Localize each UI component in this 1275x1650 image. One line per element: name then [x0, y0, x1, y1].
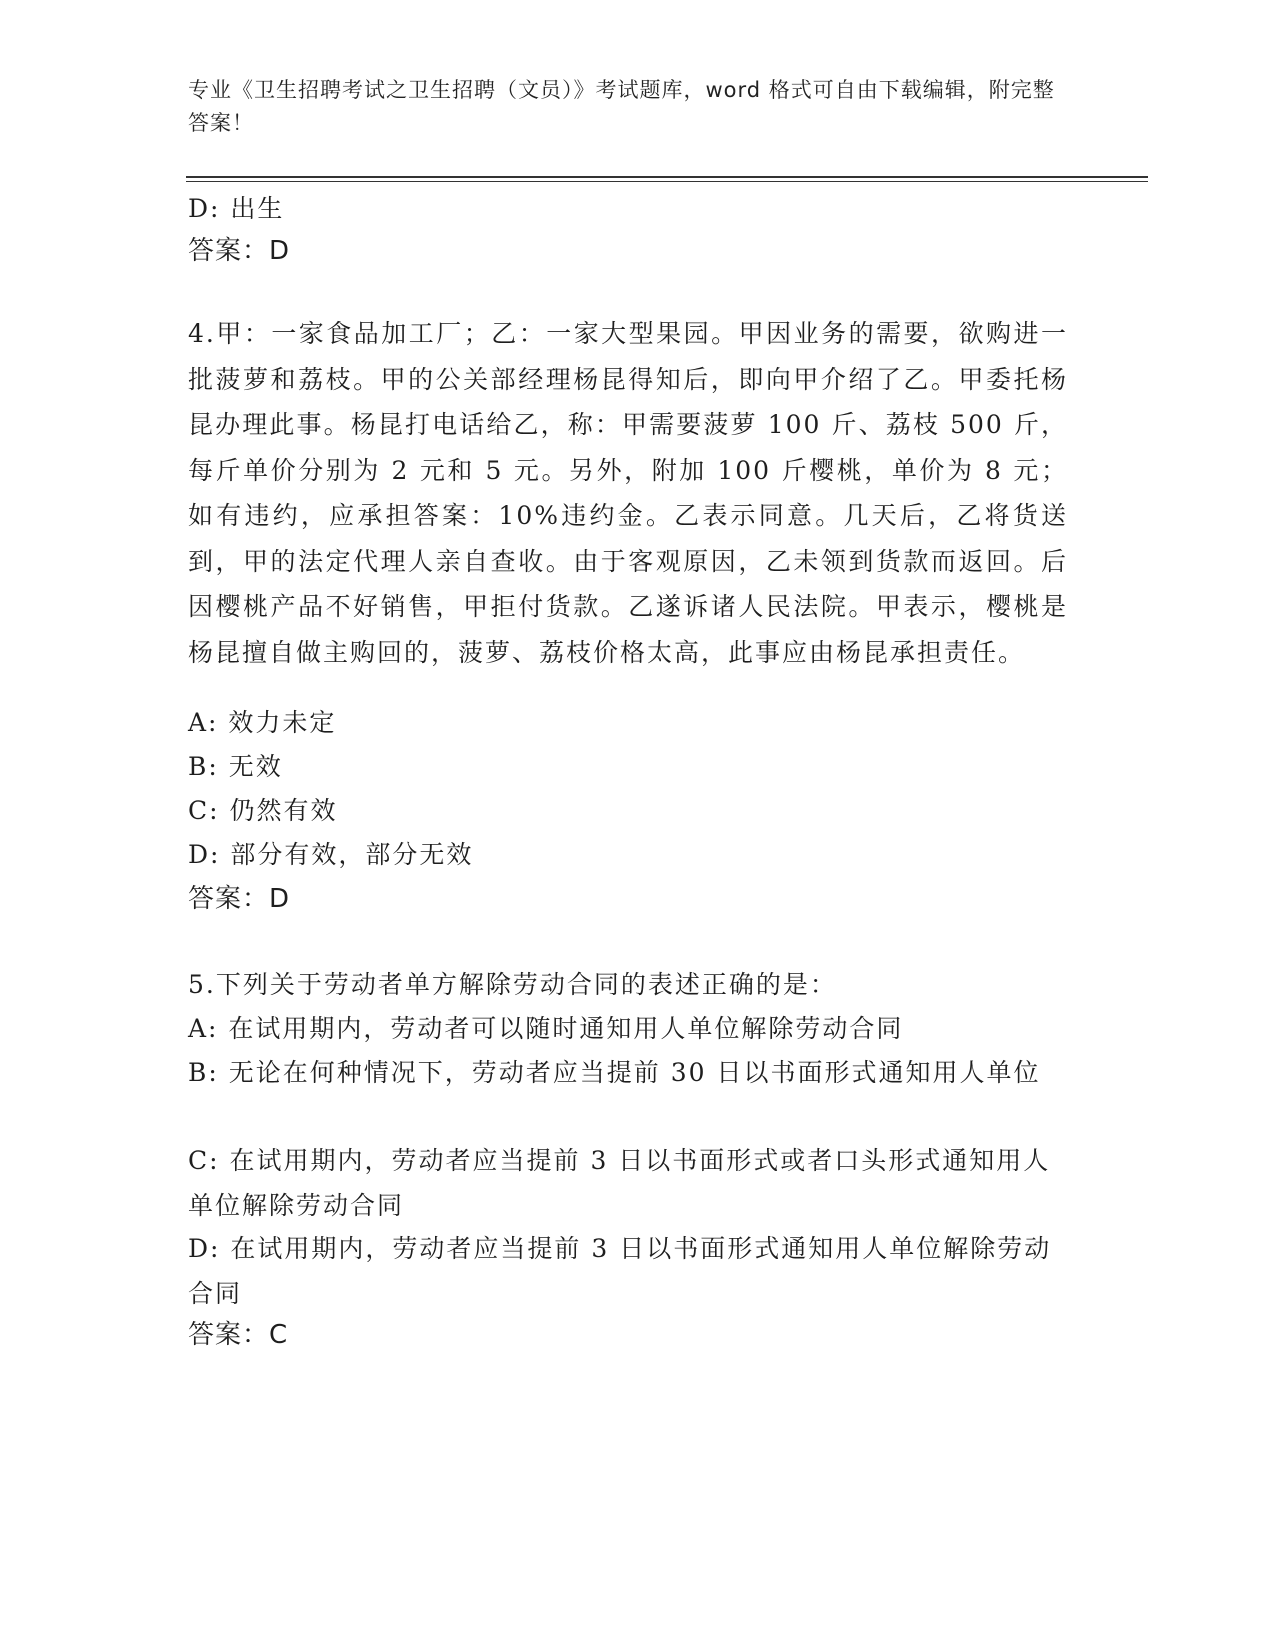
q5-option-d: D: 在试用期内，劳动者应当提前 3 日以书面形式通知用人单位解除劳动合同: [188, 1234, 1052, 1308]
q3-answer: 答案：D: [188, 236, 291, 266]
q5-stem: 5.下列关于劳动者单方解除劳动合同的表述正确的是：: [188, 970, 837, 999]
q4-option-d: D: 部分有效，部分无效: [188, 840, 474, 869]
q4-option-b: B: 无效: [188, 752, 283, 781]
q5-option-c: C: 在试用期内，劳动者应当提前 3 日以书面形式或者口头形式通知用人单位解除劳动合同: [188, 1146, 1051, 1220]
q3-option-d: D: 出生: [188, 194, 285, 223]
page-header: 专业《卫生招聘考试之卫生招聘（文员）》考试题库，word 格式可自由下载编辑，附完整答案！: [188, 78, 1055, 135]
q4-answer: 答案：D: [188, 884, 291, 914]
q5-option-b: B: 无论在何种情况下，劳动者应当提前 30 日以书面形式通知用人单位: [188, 1058, 1041, 1087]
q4-option-a: A: 效力未定: [188, 708, 337, 737]
q4-stem: 4.甲：一家食品加工厂；乙：一家大型果园。甲因业务的需要，欲购进一批菠萝和荔枝。甲的公关部经理杨昆得知后，即向甲介绍了乙。甲委托杨昆办理此事。杨昆打电话给乙，称：甲需要菠萝 100 斤、荔枝 500 斤，每斤单价分别为 2 元和 5 元。另外，附加 100 斤樱桃，单价为 8 元；如有违约，应承担答案：10%违约金。乙表示同意。几天后，乙将货送到，甲的法定代理人亲自查收。由于客观原因，乙未领到货款而返回。后因樱桃产品不好销售，甲拒付货款。乙遂诉诸人民法院。甲表示，樱桃是杨昆擅自做主购回的，菠萝、荔枝价格太高，此事应由杨昆承担责任。: [188, 319, 1068, 667]
header-divider-thin: [186, 181, 1148, 182]
q4-option-c: C: 仍然有效: [188, 796, 338, 825]
header-divider-thick: [186, 176, 1148, 178]
q5-option-a: A: 在试用期内，劳动者可以随时通知用人单位解除劳动合同: [188, 1014, 904, 1043]
q5-answer: 答案：C: [188, 1320, 289, 1350]
